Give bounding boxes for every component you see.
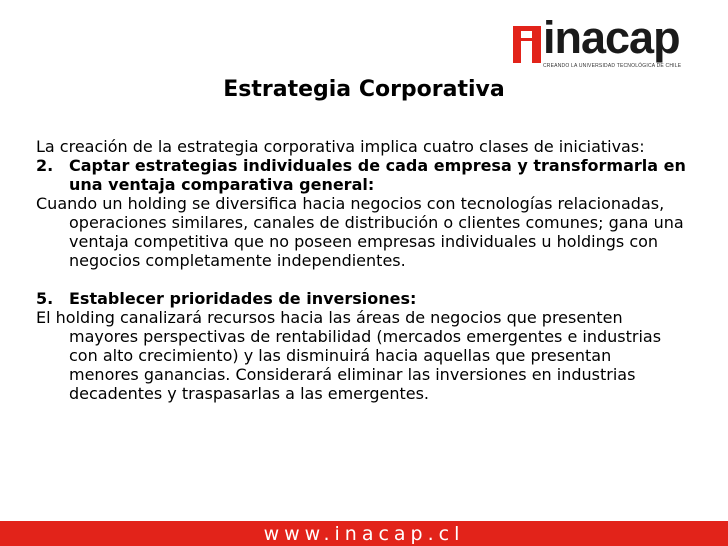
item-text-content: El holding canalizará recursos hacia las áreas de negocios que presenten mayores perspectivas de rentabilidad (mercados emergentes e industrias con alto crecimiento) y las disminuirá hacia aquellas que presentan menores ganancias. Considerará eliminar las inversiones en industrias decadentes y traspasarlas a las emergentes. [36, 308, 662, 403]
item-text [36, 194, 686, 270]
logo-wordmark: inacap [543, 12, 680, 63]
footer-bar [0, 521, 728, 546]
item-number: 2. [36, 156, 54, 175]
item-heading-text: Establecer prioridades de inversiones: [69, 289, 417, 308]
logo-tagline: CREANDO LA UNIVERSIDAD TECNOLÓGICA DE CHILE [543, 63, 682, 69]
slide-body [36, 137, 686, 403]
slide-title: Estrategia Corporativa [223, 77, 505, 102]
footer-url[interactable]: www.inacap.cl [263, 523, 465, 545]
intro-paragraph: La creación de la estrategia corporativa implica cuatro clases de iniciativas: [36, 137, 645, 156]
item-heading-text: Captar estrategias individuales de cada empresa y transformarla en una ventaja comparativa general: [69, 156, 686, 194]
item-text [36, 308, 686, 403]
item-number: 5. [36, 289, 54, 308]
item-text-content: Cuando un holding se diversifica hacia negocios con tecnologías relacionadas, operaciones similares, canales de distribución o clientes comunes; gana una ventaja competitiva que no poseen empresas individuales u holdings con negocios completamente independientes. [36, 194, 684, 270]
inacap-logo [513, 12, 682, 74]
item-heading [36, 156, 686, 194]
item-heading [36, 289, 686, 308]
logo-mark-icon [513, 26, 541, 63]
